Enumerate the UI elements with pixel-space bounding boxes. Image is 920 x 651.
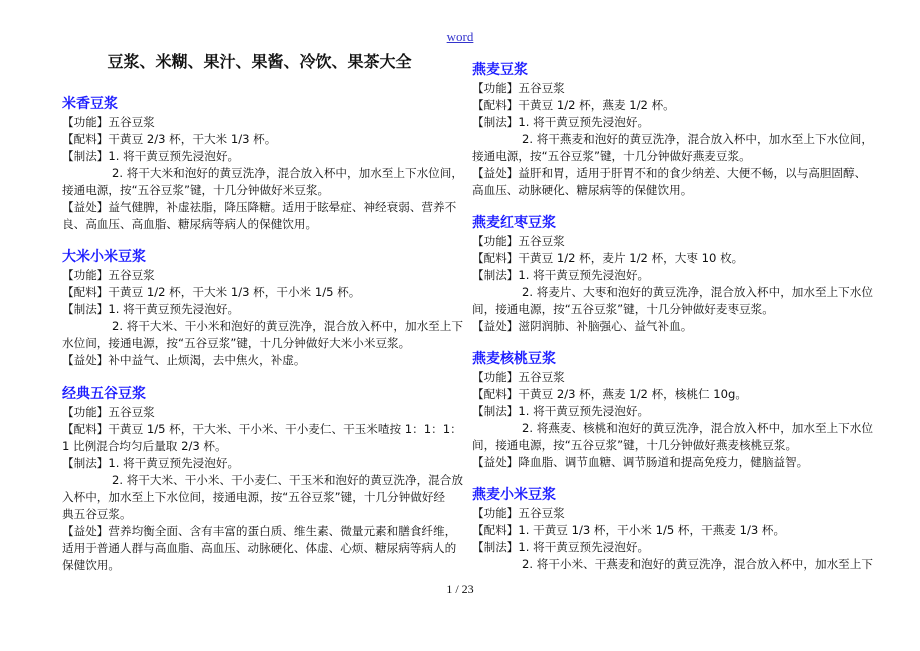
recipe-section bbox=[62, 384, 462, 574]
recipe-line: 2. 将燕麦、核桃和泡好的黄豆洗净，混合放入杯中，加水至上下水位 bbox=[522, 421, 873, 435]
recipe-line: 【配料】干黄豆 1/5 杯，干大米、干小米、干小麦仁、干玉米喳按 1：1：1： bbox=[62, 422, 462, 436]
recipe-line: 1 比例混合均匀后量取 2/3 杯。 bbox=[62, 439, 227, 453]
recipe-line: 2. 将干小米、干燕麦和泡好的黄豆洗净，混合放入杯中，加水至上下 bbox=[522, 557, 873, 571]
recipe-line: 2. 将麦片、大枣和泡好的黄豆洗净，混合放入杯中，加水至上下水位 bbox=[522, 285, 873, 299]
recipe-line: 【益处】降血脂、调节血糖、调节肠道和提高免疫力，健脑益智。 bbox=[472, 455, 809, 469]
recipe-line: 2. 将干燕麦和泡好的黄豆洗净，混合放入杯中，加水至上下水位间， bbox=[522, 132, 873, 146]
recipe-line: 典五谷豆浆。 bbox=[62, 507, 132, 521]
recipe-line: 2. 将干大米、干小米和泡好的黄豆洗净，混合放入杯中，加水至上下 bbox=[112, 319, 463, 333]
recipe-line: 适用于普通人群与高血脂、高血压、动脉硬化、体虚、心烦、糖尿病等病人的 bbox=[62, 541, 457, 555]
recipe-line: 【配料】干黄豆 2/3 杯，干大米 1/3 杯。 bbox=[62, 132, 277, 146]
recipe-line: 入杯中，加水至上下水位间，接通电源，按“五谷豆浆”键，十几分钟做好经 bbox=[62, 490, 446, 504]
recipe-line: 【功能】五谷豆浆 bbox=[62, 268, 155, 282]
recipe-line: 【制法】1. 将干黄豆预先浸泡好。 bbox=[472, 404, 650, 418]
recipe-heading: 米香豆浆 bbox=[62, 96, 118, 112]
recipe-heading: 燕麦小米豆浆 bbox=[472, 487, 556, 503]
recipe-line: 【配料】干黄豆 1/2 杯，干大米 1/3 杯，干小米 1/5 杯。 bbox=[62, 285, 361, 299]
recipe-line: 保健饮用。 bbox=[62, 558, 120, 572]
recipe-line: 【配料】干黄豆 1/2 杯，燕麦 1/2 杯。 bbox=[472, 98, 675, 112]
recipe-section bbox=[62, 247, 462, 369]
recipe-line: 【配料】1. 干黄豆 1/3 杯，干小米 1/5 杯，干燕麦 1/3 杯。 bbox=[472, 523, 786, 537]
recipe-line: 高血压、动脉硬化、糖尿病等的保健饮用。 bbox=[472, 183, 693, 197]
recipe-section bbox=[472, 349, 872, 471]
recipe-line: 【益处】营养均衡全面、含有丰富的蛋白质、维生素、微量元素和膳食纤维， bbox=[62, 524, 457, 538]
recipe-line: 【益处】益肝和胃，适用于肝胃不和的食少纳差、大便不畅，以与高胆固醇、 bbox=[472, 166, 867, 180]
recipe-line: 【配料】干黄豆 1/2 杯，麦片 1/2 杯，大枣 10 枚。 bbox=[472, 251, 744, 265]
recipe-section bbox=[472, 485, 872, 573]
recipe-line: 间，接通电源，按“五谷豆浆”键，十几分钟做好麦枣豆浆。 bbox=[472, 302, 774, 316]
recipe-line: 【功能】五谷豆浆 bbox=[472, 234, 565, 248]
recipe-section bbox=[62, 94, 462, 233]
recipe-line: 【益处】益气健脾，补虚祛脂，降压降糖。适用于眩晕症、神经衰弱、营养不 bbox=[62, 200, 457, 214]
recipe-line: 【益处】滋阴润肺、补脑强心、益气补血。 bbox=[472, 319, 693, 333]
recipe-line: 【制法】1. 将干黄豆预先浸泡好。 bbox=[62, 456, 240, 470]
recipe-line: 良、高血压、高血脂、糖尿病等病人的保健饮用。 bbox=[62, 217, 318, 231]
recipe-heading: 燕麦核桃豆浆 bbox=[472, 351, 556, 367]
recipe-line: 【制法】1. 将干黄豆预先浸泡好。 bbox=[472, 115, 650, 129]
recipe-heading: 燕麦红枣豆浆 bbox=[472, 215, 556, 231]
recipe-heading: 燕麦豆浆 bbox=[472, 62, 528, 78]
recipe-line: 【益处】补中益气、止烦渴，去中焦火，补虚。 bbox=[62, 353, 306, 367]
recipe-line: 【制法】1. 将干黄豆预先浸泡好。 bbox=[472, 268, 650, 282]
recipe-line: 间，接通电源，按“五谷豆浆”键，十几分钟做好燕麦核桃豆浆。 bbox=[472, 438, 798, 452]
recipe-line: 【功能】五谷豆浆 bbox=[62, 115, 155, 129]
recipe-heading: 大米小米豆浆 bbox=[62, 249, 146, 265]
page-header-link[interactable]: word bbox=[446, 29, 474, 44]
page-number: 1 / 23 bbox=[446, 582, 474, 596]
recipe-heading: 经典五谷豆浆 bbox=[62, 386, 146, 402]
recipe-line: 水位间，接通电源，按“五谷豆浆”键，十几分钟做好大米小米豆浆。 bbox=[62, 336, 411, 350]
recipe-line: 【功能】五谷豆浆 bbox=[472, 81, 565, 95]
recipe-section bbox=[472, 213, 872, 335]
recipe-section bbox=[472, 60, 872, 199]
recipe-line: 【配料】干黄豆 2/3 杯，燕麦 1/2 杯，核桃仁 10g。 bbox=[472, 387, 747, 401]
recipe-line: 【功能】五谷豆浆 bbox=[472, 370, 565, 384]
document-title: 豆浆、米糊、果汁、果酱、冷饮、果茶大全 bbox=[107, 52, 412, 71]
recipe-line: 2. 将干大米和泡好的黄豆洗净，混合放入杯中，加水至上下水位间， bbox=[112, 166, 463, 180]
recipe-line: 接通电源，按“五谷豆浆”键，十几分钟做好米豆浆。 bbox=[62, 183, 330, 197]
recipe-line: 【制法】1. 将干黄豆预先浸泡好。 bbox=[62, 149, 240, 163]
recipe-line: 接通电源，按“五谷豆浆”键，十几分钟做好燕麦豆浆。 bbox=[472, 149, 751, 163]
recipe-line: 【功能】五谷豆浆 bbox=[472, 506, 565, 520]
recipe-line: 【功能】五谷豆浆 bbox=[62, 405, 155, 419]
recipe-line: 2. 将干大米、干小米、干小麦仁、干玉米和泡好的黄豆洗净，混合放 bbox=[112, 473, 463, 487]
recipe-line: 【制法】1. 将干黄豆预先浸泡好。 bbox=[472, 540, 650, 554]
recipe-line: 【制法】1. 将干黄豆预先浸泡好。 bbox=[62, 302, 240, 316]
